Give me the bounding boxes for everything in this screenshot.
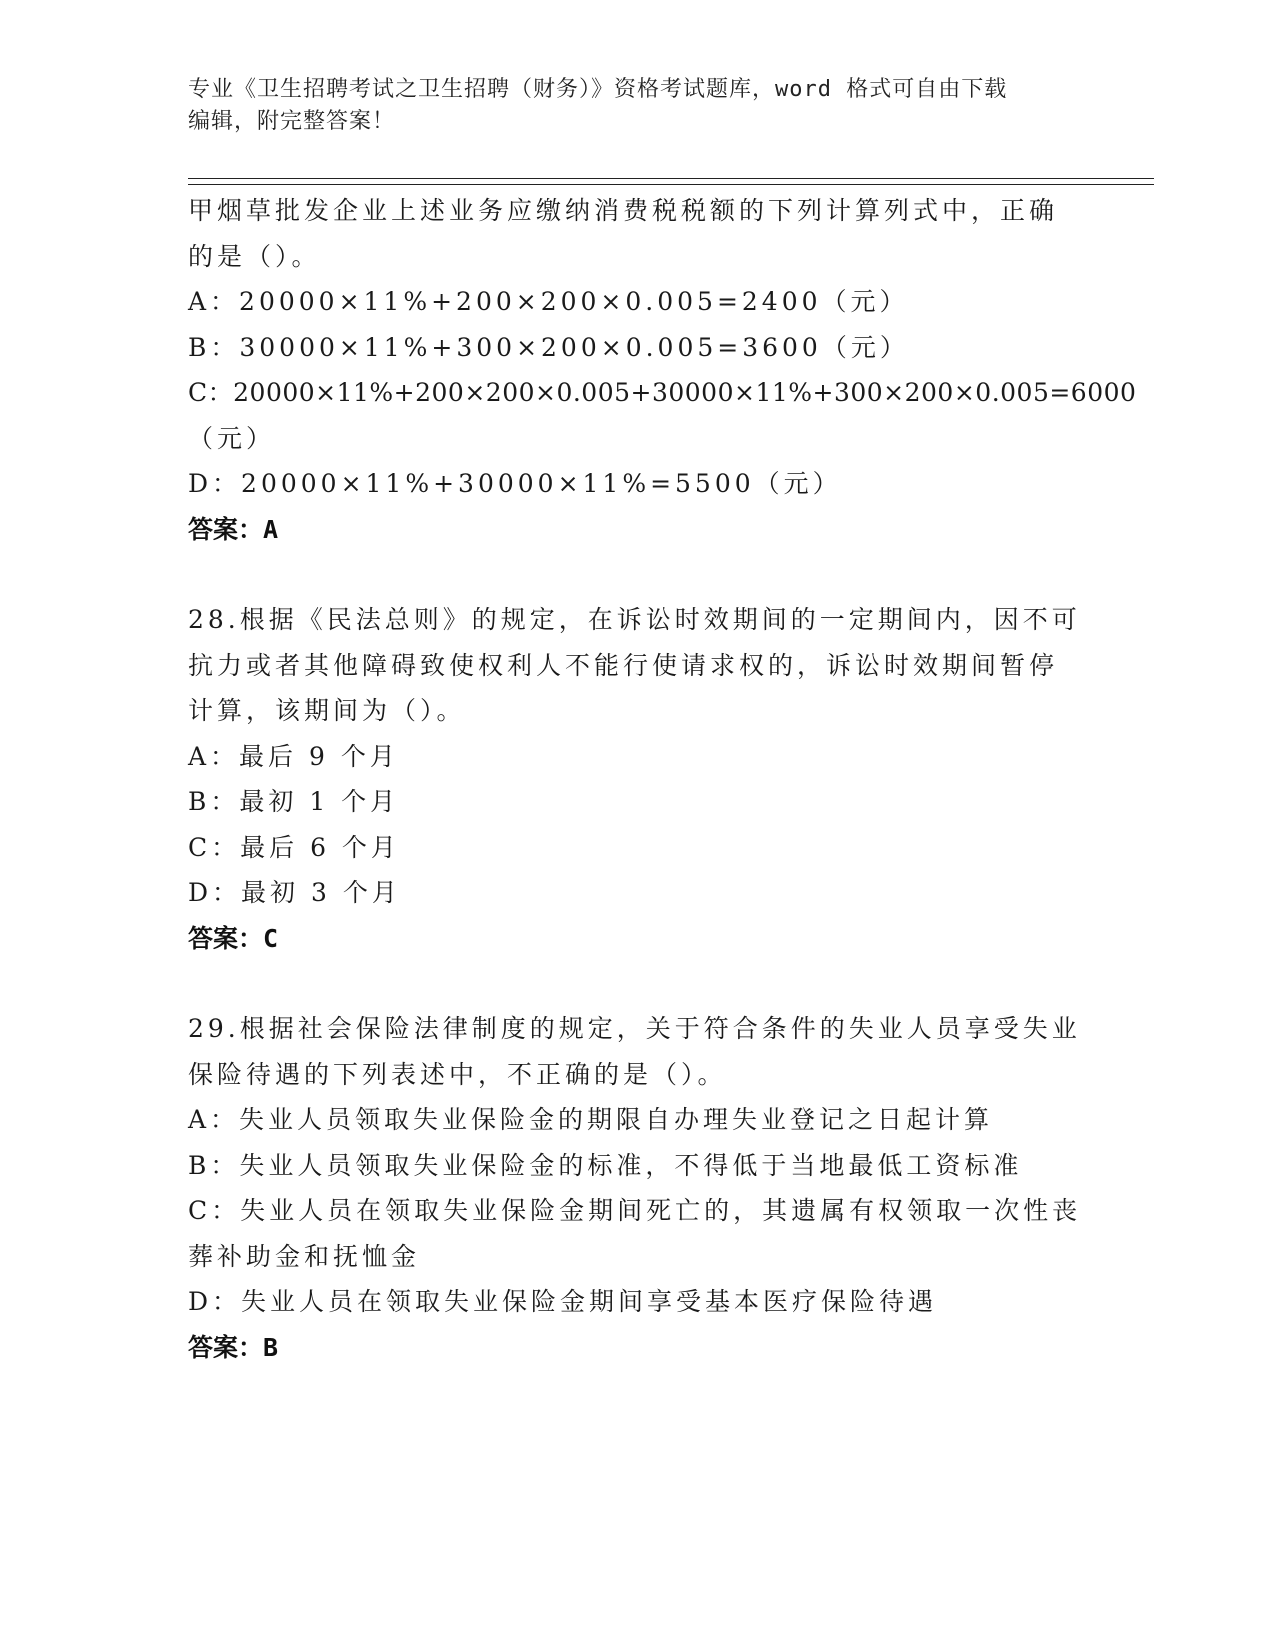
option-b: B：最初 1 个月	[188, 787, 400, 816]
answer-line: 答案：A	[188, 514, 279, 544]
header-divider	[188, 178, 1154, 185]
answer-line: 答案：B	[188, 1332, 279, 1362]
option-b: B：失业人员领取失业保险金的标准，不得低于当地最低工资标准	[188, 1150, 1023, 1180]
spacer	[188, 552, 1088, 597]
question-29	[188, 1006, 1088, 1370]
option-d: D：20000×11%+30000×11%=5500（元）	[188, 469, 842, 498]
option-c-continued: （元）	[188, 423, 276, 453]
option-c-continued: 葬补助金和抚恤金	[188, 1241, 421, 1271]
option-d: D：最初 3 个月	[188, 878, 401, 907]
option-c: C：20000×11%+200×200×0.005+30000×11%+300×200×0.005=6000	[188, 378, 1137, 407]
answer-line: 答案：C	[188, 923, 279, 953]
question-27	[188, 188, 1137, 552]
header-line-2: 编辑，附完整答案！	[188, 109, 396, 134]
question-28	[188, 597, 1088, 961]
question-stem-line: 28.根据《民法总则》的规定，在诉讼时效期间的一定期间内，因不可	[188, 605, 1081, 634]
option-a: A：20000×11%+200×200×0.005=2400（元）	[188, 287, 909, 316]
header-line-1: 专业《卫生招聘考试之卫生招聘（财务）》资格考试题库，word 格式可自由下载	[188, 77, 1008, 102]
question-stem-line: 计算，该期间为（）。	[188, 696, 466, 725]
document-header	[188, 74, 1068, 138]
option-b: B：30000×11%+300×200×0.005=3600（元）	[188, 332, 909, 362]
question-stem-line: 的是（）。	[188, 241, 321, 271]
question-list	[188, 188, 1137, 1370]
option-a: A：失业人员领取失业保险金的期限自办理失业登记之日起计算	[188, 1105, 994, 1134]
question-stem-line: 29.根据社会保险法律制度的规定，关于符合条件的失业人员享受失业	[188, 1014, 1081, 1043]
option-a: A：最后 9 个月	[188, 741, 399, 771]
question-stem-line: 甲烟草批发企业上述业务应缴纳消费税税额的下列计算列式中，正确	[188, 196, 1059, 225]
option-c: C：失业人员在领取失业保险金期间死亡的，其遗属有权领取一次性丧	[188, 1196, 1082, 1225]
option-d: D：失业人员在领取失业保险金期间享受基本医疗保险待遇	[188, 1287, 938, 1316]
question-stem-line: 保险待遇的下列表述中，不正确的是（）。	[188, 1059, 727, 1089]
spacer	[188, 961, 1088, 1006]
question-stem-line: 抗力或者其他障碍致使权利人不能行使请求权的，诉讼时效期间暂停	[188, 650, 1059, 680]
option-c: C：最后 6 个月	[188, 832, 400, 862]
